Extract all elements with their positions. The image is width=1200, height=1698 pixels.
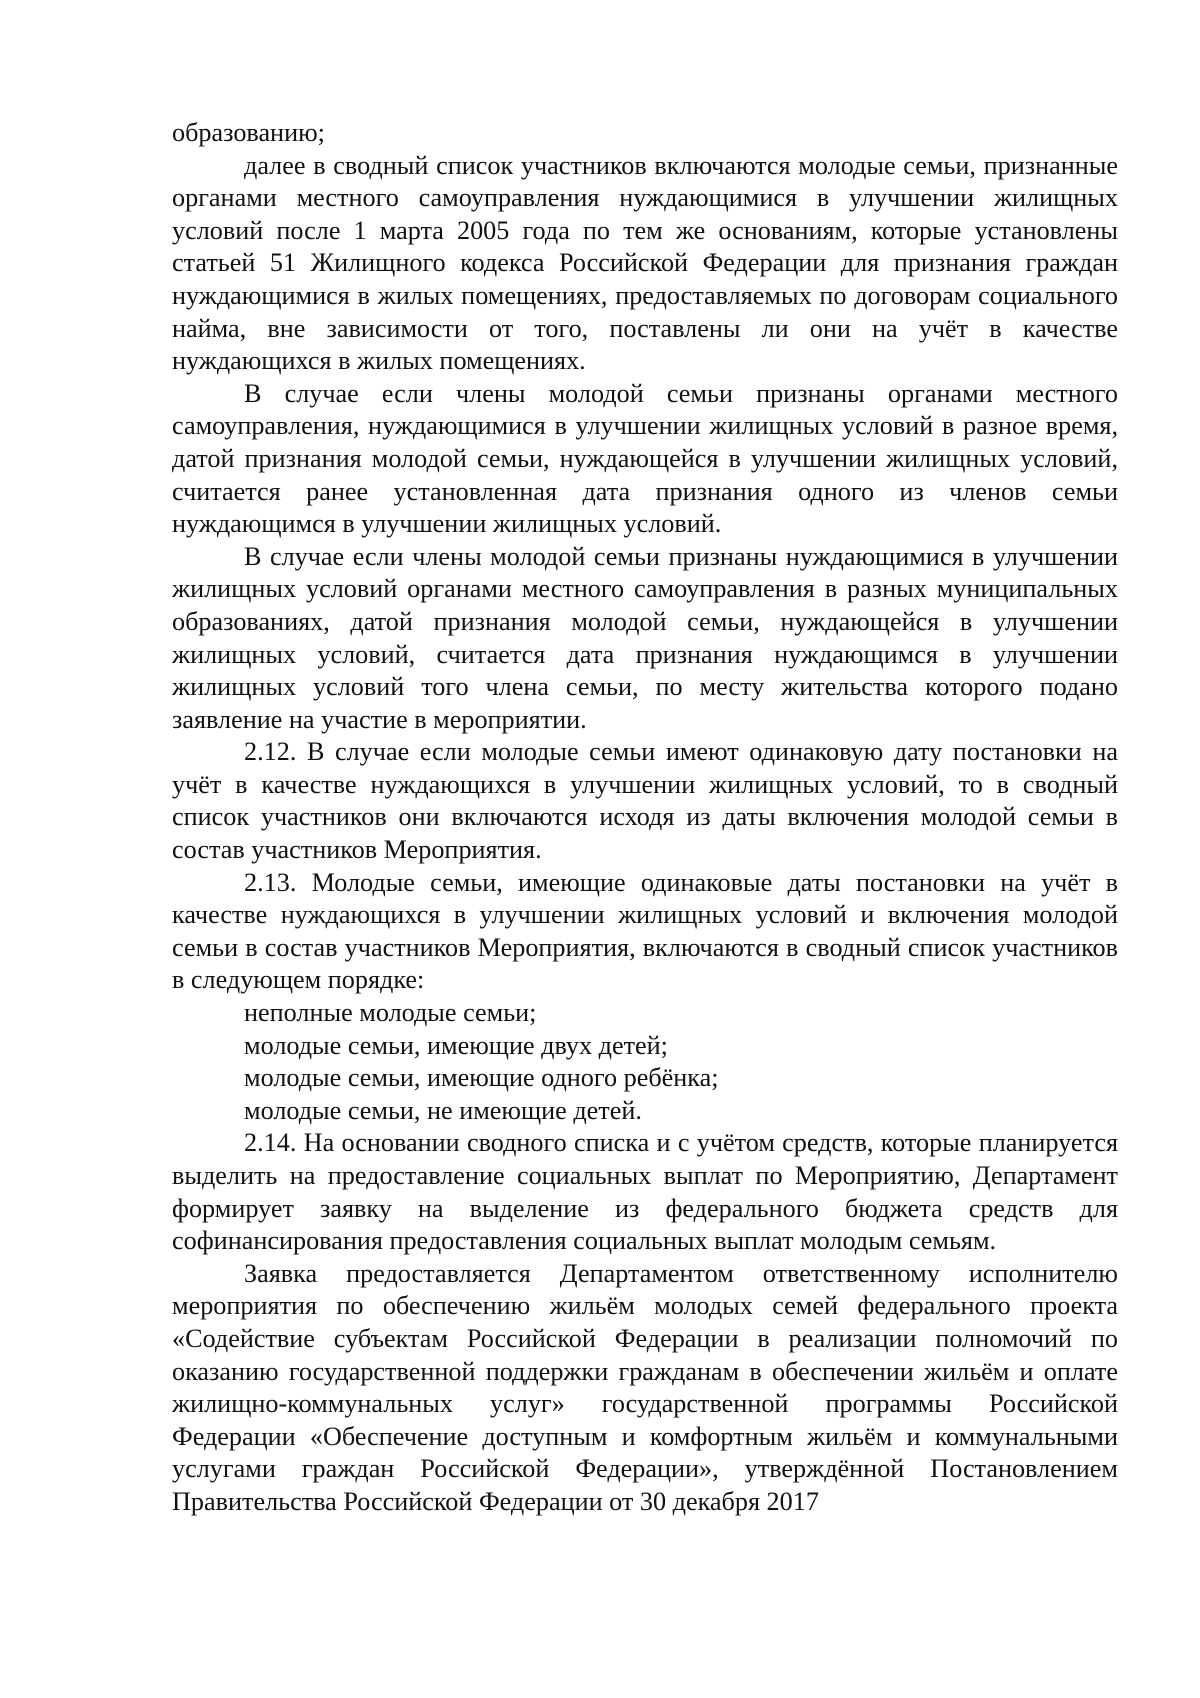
- paragraph-2-12: 2.12. В случае если молодые семьи имеют одинаковую дату постановки на учёт в качестве нуждающихся в улучшении жилищных условий, то в сводный список участников они включаются исходя из даты включения молодой семьи в состав участников Мероприятия.: [172, 737, 1118, 865]
- list-item: молодые семьи, не имеющие детей.: [244, 1095, 642, 1125]
- paragraph-different-municipalities: В случае если члены молодой семьи признаны нуждающимися в улучшении жилищных условий органами местного самоуправления в разных муниципальных образованиях, датой признания молодой семьи, нуждающейся в улучшении жилищных условий, считается дата признания нуждающимся в улучшении жилищных условий того члена семьи, по месту жительства которого подано заявление на участие в мероприятии.: [172, 541, 1118, 734]
- paragraph-2-13: 2.13. Молодые семьи, имеющие одинаковые даты постановки на учёт в качестве нуждающихся в улучшении жилищных условий и включения молодой семьи в состав участников Мероприятия, включаются в сводный список участников в следующем порядке:: [172, 867, 1118, 995]
- paragraph-continuation: образованию;: [172, 118, 325, 147]
- list-item: молодые семьи, имеющие одного ребёнка;: [244, 1063, 719, 1093]
- document-body: [172, 117, 1118, 1519]
- paragraph-application-submission: Заявка предоставляется Департаментом ответственному исполнителю мероприятия по обеспечению жильём молодых семей федерального проекта «Содействие субъектам Российской Федерации в реализации полномочий по оказанию государственной поддержки гражданам в обеспечении жильём и оплате жилищно-коммунальных услуг» государственной программы Российской Федерации «Обеспечение доступным и комфортным жильём и коммунальными услугами граждан Российской Федерации», утверждённой Постановлением Правительства Российской Федерации от 30 декабря 2017: [172, 1258, 1118, 1516]
- list-item: неполные молодые семьи;: [244, 998, 537, 1028]
- paragraph-summary-list-inclusion: далее в сводный список участников включаются молодые семьи, признанные органами местного самоуправления нуждающимися в улучшении жилищных условий после 1 марта 2005 года по тем же основаниям, которые установлены статьей 51 Жилищного кодекса Российской Федерации для признания граждан нуждающимися в жилых помещениях, предоставляемых по договорам социального найма, вне зависимости от того, поставлены ли они на учёт в качестве нуждающихся в жилых помещениях.: [172, 150, 1118, 376]
- paragraph-2-14: 2.14. На основании сводного списка и с учётом средств, которые планируется выделить на предоставление социальных выплат по Мероприятию, Департамент формирует заявку на выделение из федерального бюджета средств для софинансирования предоставления социальных выплат молодым семьям.: [172, 1128, 1118, 1256]
- paragraph-different-time-recognition: В случае если члены молодой семьи признаны органами местного самоуправления, нуждающимися в улучшении жилищных условий в разное время, датой признания молодой семьи, нуждающейся в улучшении жилищных условий, считается ранее установленная дата признания одного из членов семьи нуждающимся в улучшении жилищных условий.: [172, 378, 1118, 539]
- list-item: молодые семьи, имеющие двух детей;: [244, 1030, 668, 1060]
